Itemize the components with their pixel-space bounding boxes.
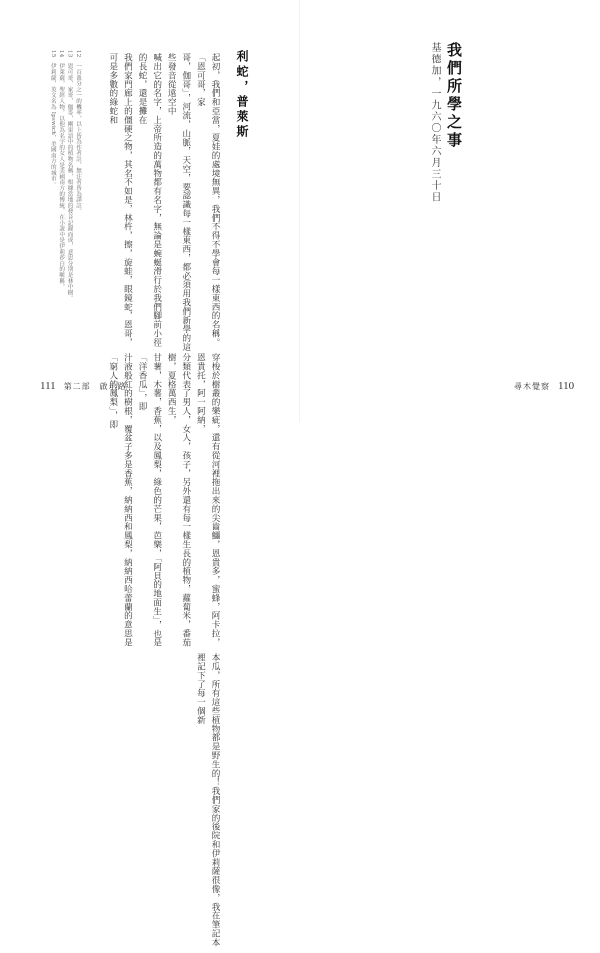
footnote: 13 恩可哥，家哥，伽哥，剛果語中的植物名稱，根據當地的發音記錄而成，意思分別是林中樹。 bbox=[66, 50, 73, 302]
left-running-head: 第二部 啟示路 bbox=[63, 382, 127, 391]
footnote: 12 一百萬分之一的機率，以上皆為作者註，無注者皆為譯註。 bbox=[75, 50, 81, 215]
section-title: 利蛇，普萊斯 bbox=[235, 50, 249, 140]
footnote: 15 伊莉薩，英文名為 Ipswich，美國南方的城市。 bbox=[49, 50, 56, 188]
left-footer bbox=[40, 380, 127, 392]
right-footer bbox=[514, 380, 574, 392]
body-column: 分類代表了男人，女人，孩子，另外還有每一樣生長的植物，蘿蔔米，番茄樹，夏格萬西生， bbox=[166, 353, 191, 647]
right-page-number: 110 bbox=[558, 380, 575, 392]
page-gutter bbox=[299, 0, 300, 422]
chapter-title: 我們所學之事 bbox=[445, 42, 463, 150]
left-page-number: 111 bbox=[40, 380, 56, 392]
body-column: 甘薯，木薯，香蕉，以及鳳梨，綠色的芒果，芭樂，「阿貝的地面生」，也是「洋香瓜」，即 bbox=[137, 353, 162, 647]
body-column: 起初，我們和亞當，夏娃的處境無異，我們不得不學會每一樣東西的名稱。「恩可哥，家 bbox=[195, 53, 220, 347]
body-column: 穿梭於樹叢的樂疵，還有從河裡拖出來的尖齒鱷，恩貴多，蜜蜂，阿卡拉，恩貴托，阿一阿納， bbox=[195, 353, 220, 647]
body-column: 喊出它的名字，上帝所造的萬物都有名字，無論是蜿蜒滑行於我們腳前小徑的長蛇，還是攤在 bbox=[137, 53, 162, 347]
body-column: 我們家門廊上的僵硬之物，其名不如是，林杵，擦，旋蛙，眼鏡蛇，恩哥，可是多數的綠蛇和 bbox=[107, 53, 133, 347]
footnotes bbox=[30, 50, 82, 355]
body-column: 汁液般紅的樹根，覆盆子多是香蕉，納納西和鳳梨，納納西哈蕾蘭的意思是「窮人的鳳梨」，即 bbox=[107, 353, 133, 647]
body-column: 哥，伽哥」，河流，山脈，天空，要認識每一樣東西，都必須用我們新學的這些發音從遠空中 bbox=[166, 53, 191, 352]
right-running-head: 尋木覺察 bbox=[514, 382, 550, 391]
footnote: 14 伊萊薩，聖經人物，以他為名字的女人是美國南方的傳統，在小說中是伊莉莎白的暱稱。 bbox=[58, 50, 65, 290]
chapter-subtitle: 基德加，一九六〇年六月三十日 bbox=[429, 42, 440, 203]
body-column: 本瓜，所有這些植物都是野生的！我們家的後院和伊莉薩很像，我在筆記本裡記下了每一個新 bbox=[195, 653, 220, 947]
